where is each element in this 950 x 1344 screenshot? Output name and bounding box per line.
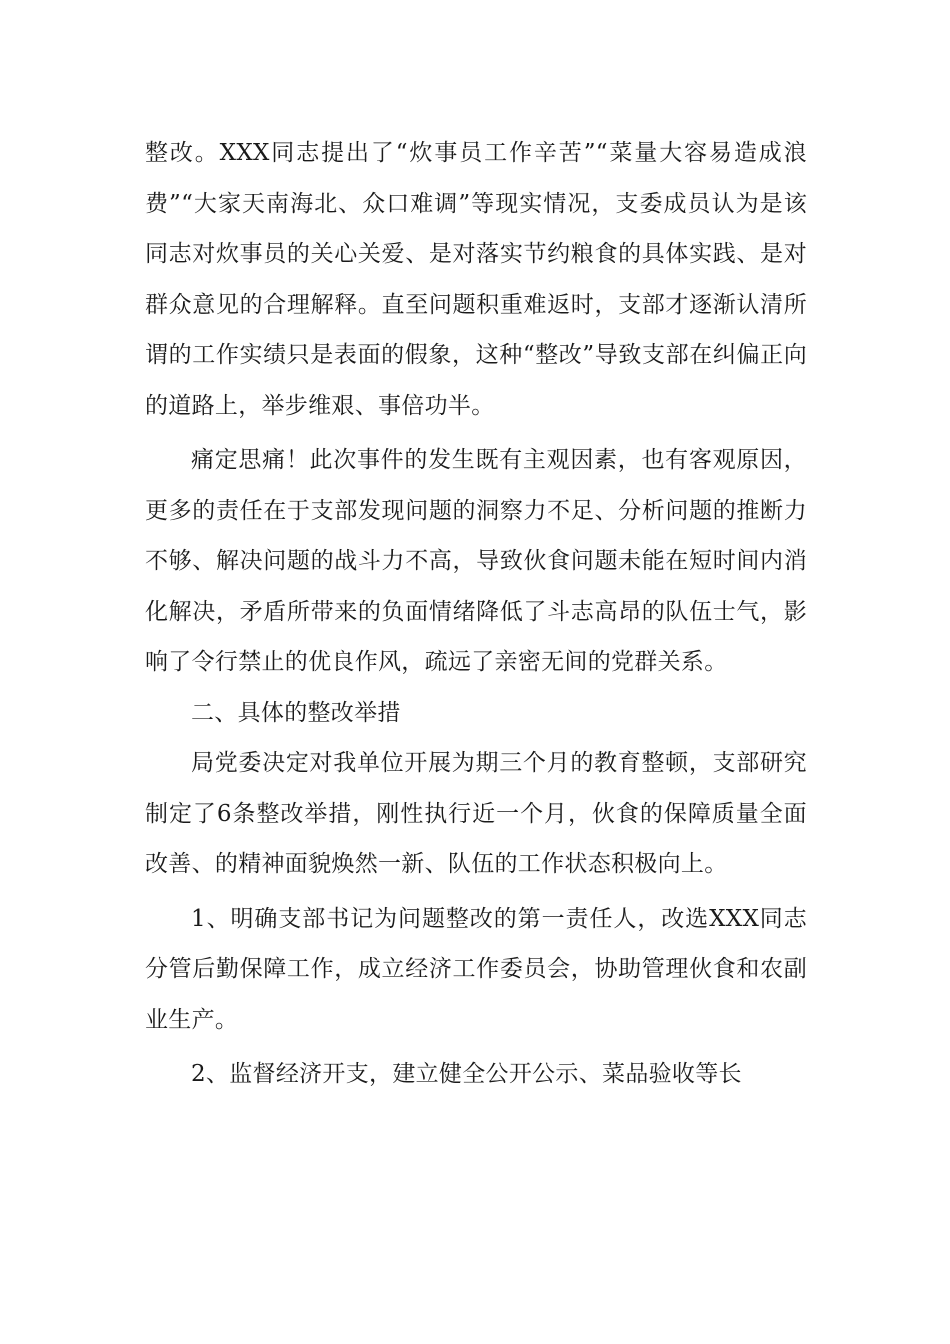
- list-item-measure-2: 2、监督经济开支，建立健全公开公示、菜品验收等长: [191, 1061, 742, 1087]
- paragraph-measures-intro: 局党委决定对我单位开展为期三个月的教育整顿，支部研究制定了6条整改举措，刚性执行近一个月，伙食的保障质量全面改善、的精神面貌焕然一新、队伍的工作状态积极向上。: [145, 750, 807, 877]
- paragraph-reflection: 痛定思痛！此次事件的发生既有主观因素，也有客观原因，更多的责任在于支部发现问题的洞察力不足、分析问题的推断力不够、解决问题的战斗力不高，导致伙食问题未能在短时间内消化解决，矛盾所带来的负面情绪降低了斗志高昂的队伍士气，影响了令行禁止的优良作风，疏远了亲密无间的党群关系。: [145, 447, 807, 675]
- paragraph-continuation: 整改。XXX同志提出了“炊事员工作辛苦”“菜量大容易造成浪费”“大家天南海北、众口难调”等现实情况，支委成员认为是该同志对炊事员的关心关爱、是对落实节约粮食的具体实践、是对群众意见的合理解释。直至问题积重难返时，支部才逐渐认清所谓的工作实绩只是表面的假象，这种“整改”导致支部在纠偏正向的道路上，举步维艰、事倍功半。: [145, 140, 807, 419]
- section-heading: 二、具体的整改举措: [191, 699, 401, 726]
- document-page: [145, 128, 807, 1100]
- list-item-measure-1: 1、明确支部书记为问题整改的第一责任人，改选XXX同志分管后勤保障工作，成立经济工作委员会，协助管理伙食和农副业生产。: [145, 905, 807, 1033]
